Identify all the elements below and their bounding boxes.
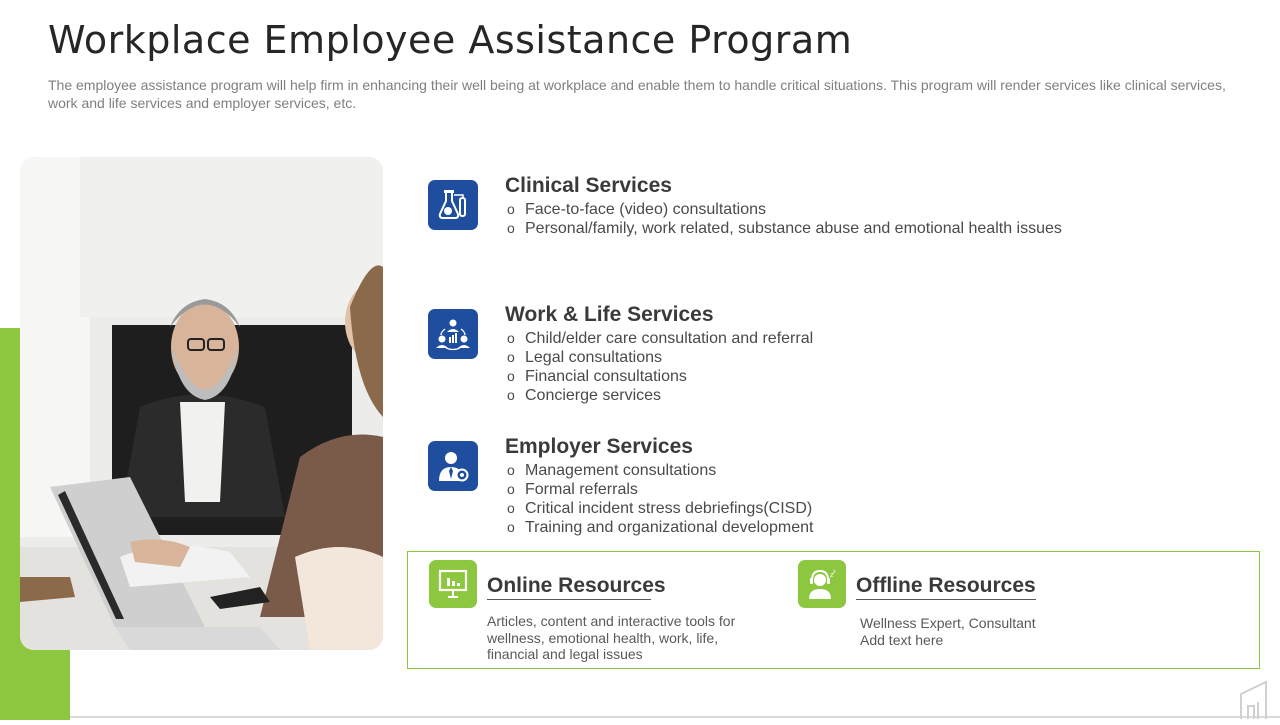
presentation-board-icon: [429, 560, 477, 608]
offline-resources-description: [860, 615, 1160, 648]
offline-resources-line: Wellness Expert, Consultant: [860, 615, 1036, 631]
offline-resources-underline: [856, 599, 1036, 600]
online-resources-underline: [487, 599, 651, 600]
team-network-icon: [428, 309, 478, 359]
svg-text:z: z: [830, 571, 834, 579]
meeting-photo: [20, 157, 383, 650]
service-item-list: [507, 461, 813, 537]
resources-panel: [407, 551, 1260, 669]
list-item: o Concierge services: [507, 386, 813, 405]
manager-gear-icon: [428, 441, 478, 491]
building-outline-icon: [1238, 680, 1270, 725]
bottom-divider: [70, 716, 1280, 718]
list-item: o Management consultations: [507, 461, 813, 480]
page-title: Workplace Employee Assistance Program: [48, 18, 853, 62]
list-item: o Child/elder care consultation and referral: [507, 329, 813, 348]
service-title: Work & Life Services: [505, 303, 714, 326]
list-item: o Critical incident stress debriefings(CISD): [507, 499, 813, 518]
online-resources-description: Articles, content and interactive tools for wellness, emotional health, work, life, financial and legal issues: [487, 613, 736, 662]
service-title: Employer Services: [505, 435, 693, 458]
list-item: o Formal referrals: [507, 480, 813, 499]
lab-flask-icon: [428, 180, 478, 230]
offline-resources-line: Add text here: [860, 631, 944, 648]
service-item-list: [507, 329, 813, 405]
online-resources-title: Online Resources: [487, 574, 666, 597]
expert-headset-icon: [798, 560, 846, 608]
offline-resources-title: Offline Resources: [856, 574, 1036, 597]
list-item: o Personal/family, work related, substance abuse and emotional health issues: [507, 219, 1062, 238]
service-item-list: [507, 200, 1062, 238]
list-item: o Legal consultations: [507, 348, 813, 367]
list-item: o Face-to-face (video) consultations: [507, 200, 1062, 219]
page-subtitle: The employee assistance program will help firm in enhancing their well being at workplace and enable them to handle critical situations. This program will render services like clinical services, work and life services and employer services, etc.: [48, 77, 1226, 111]
list-item: o Training and organizational development: [507, 518, 813, 537]
svg-text:z: z: [833, 569, 836, 575]
list-item: o Financial consultations: [507, 367, 813, 386]
service-title: Clinical Services: [505, 174, 672, 197]
